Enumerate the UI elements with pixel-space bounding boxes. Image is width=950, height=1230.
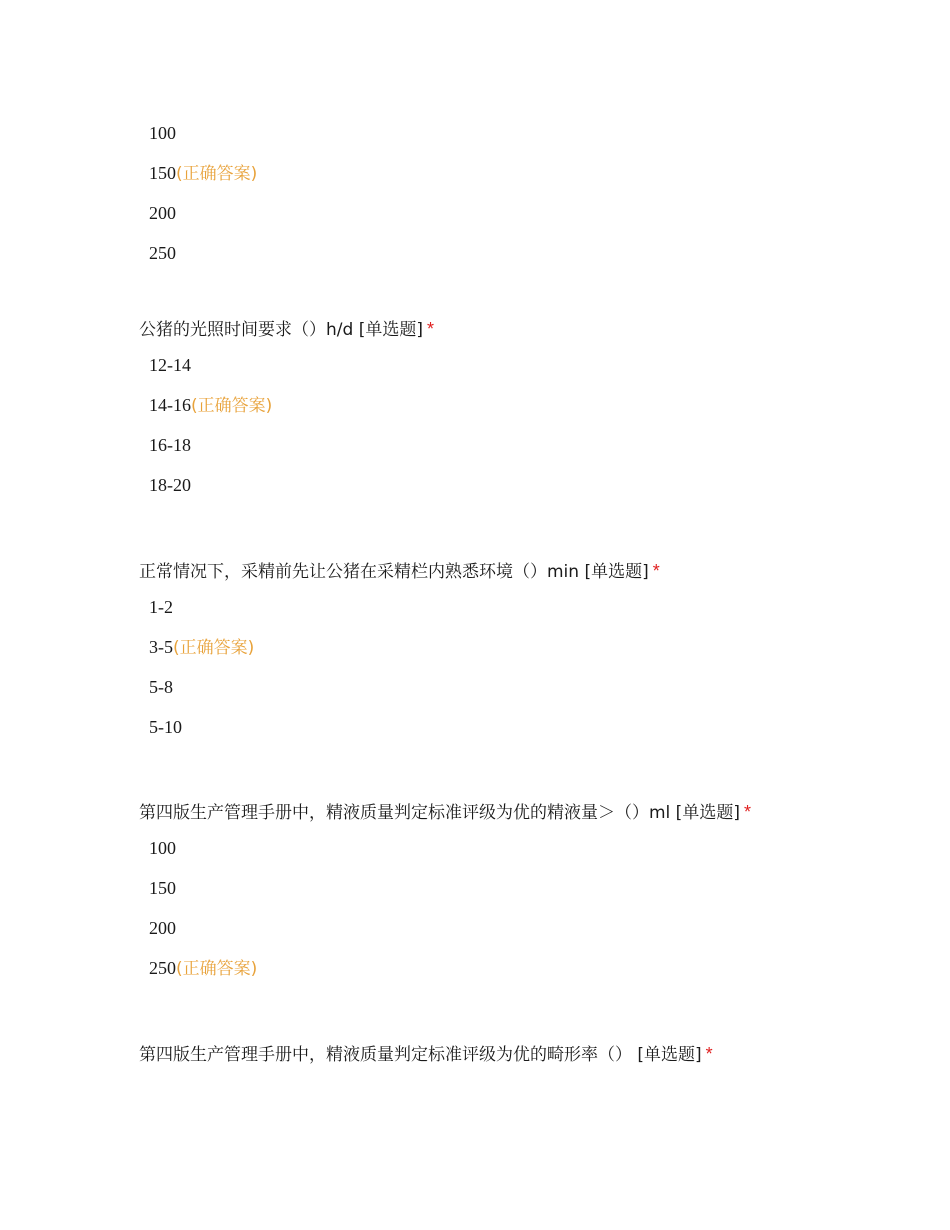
question-block-partial	[139, 122, 859, 282]
option-list	[139, 837, 859, 997]
question-title: 正常情况下，采精前先让公猪在采精栏内熟悉环境（）min [单选题] *	[139, 561, 660, 582]
correct-answer-mark: (正确答案)	[176, 959, 258, 979]
option-item: 100	[149, 838, 176, 858]
option-item: 14-16(正确答案)	[149, 395, 273, 416]
question-block	[139, 801, 859, 997]
required-asterisk: *	[705, 1044, 713, 1064]
question-block	[139, 318, 859, 514]
option-item: 200	[149, 203, 176, 223]
option-item: 5-10	[149, 717, 182, 737]
question-block	[139, 560, 859, 756]
required-asterisk: *	[652, 561, 660, 581]
option-list	[139, 122, 859, 282]
option-item: 1-2	[149, 597, 173, 617]
option-item: 150(正确答案)	[149, 163, 258, 184]
option-item: 18-20	[149, 475, 191, 495]
option-item: 150	[149, 878, 176, 898]
option-item: 100	[149, 123, 176, 143]
option-item: 3-5(正确答案)	[149, 637, 255, 658]
question-title: 第四版生产管理手册中，精液质量判定标准评级为优的精液量＞（）ml [单选题] *	[139, 802, 751, 823]
correct-answer-mark: (正确答案)	[191, 396, 273, 416]
question-title: 公猪的光照时间要求（）h/d [单选题] *	[139, 319, 434, 340]
option-item: 250	[149, 243, 176, 263]
option-item: 250(正确答案)	[149, 958, 258, 979]
question-block	[139, 1043, 859, 1079]
option-item: 12-14	[149, 355, 191, 375]
option-list	[139, 354, 859, 514]
option-list	[139, 596, 859, 756]
required-asterisk: *	[743, 802, 751, 822]
option-item: 5-8	[149, 677, 173, 697]
option-item: 200	[149, 918, 176, 938]
correct-answer-mark: (正确答案)	[176, 164, 258, 184]
required-asterisk: *	[426, 319, 434, 339]
option-item: 16-18	[149, 435, 191, 455]
correct-answer-mark: (正确答案)	[173, 638, 255, 658]
question-title: 第四版生产管理手册中，精液质量判定标准评级为优的畸形率（） [单选题] *	[139, 1044, 713, 1065]
